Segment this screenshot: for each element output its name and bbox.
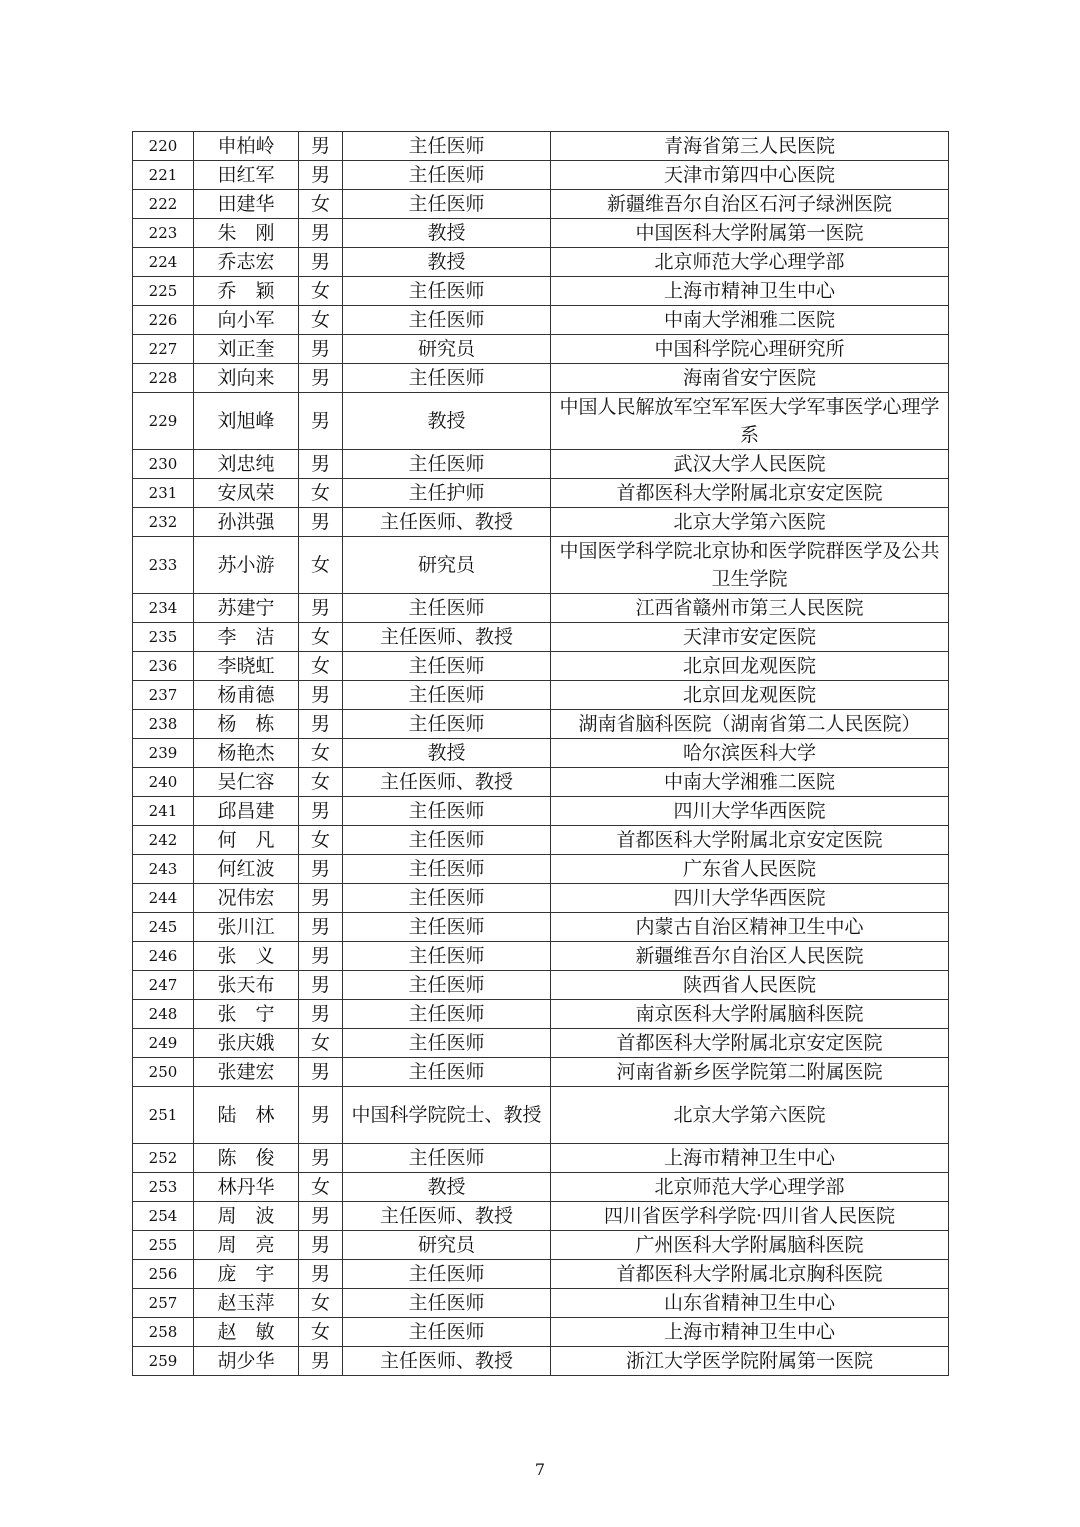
table-row — [133, 537, 949, 594]
row-title: 主任护师 — [343, 479, 551, 508]
table-row — [133, 364, 949, 393]
row-gender: 女 — [299, 1289, 343, 1318]
row-institution: 上海市精神卫生中心 — [551, 1144, 949, 1173]
row-gender: 男 — [299, 1144, 343, 1173]
row-name: 张建宏 — [194, 1058, 299, 1087]
row-number: 251 — [133, 1087, 194, 1144]
row-name: 杨艳杰 — [194, 739, 299, 768]
row-title: 教授 — [343, 1173, 551, 1202]
row-gender: 女 — [299, 739, 343, 768]
row-title: 主任医师 — [343, 594, 551, 623]
row-title: 主任医师 — [343, 1058, 551, 1087]
row-number: 221 — [133, 161, 194, 190]
table-row — [133, 1087, 949, 1144]
row-institution: 北京回龙观医院 — [551, 652, 949, 681]
table-row — [133, 393, 949, 450]
row-number: 225 — [133, 277, 194, 306]
row-title: 主任医师 — [343, 681, 551, 710]
row-title: 主任医师 — [343, 364, 551, 393]
row-title: 教授 — [343, 248, 551, 277]
row-number: 252 — [133, 1144, 194, 1173]
row-number: 244 — [133, 884, 194, 913]
row-gender: 男 — [299, 797, 343, 826]
row-institution: 北京大学第六医院 — [551, 1087, 949, 1144]
row-name: 周 亮 — [194, 1231, 299, 1260]
row-name: 申柏岭 — [194, 132, 299, 161]
row-number: 250 — [133, 1058, 194, 1087]
row-institution: 哈尔滨医科大学 — [551, 739, 949, 768]
row-title: 主任医师 — [343, 710, 551, 739]
row-number: 230 — [133, 450, 194, 479]
row-name: 田红军 — [194, 161, 299, 190]
row-title: 主任医师 — [343, 855, 551, 884]
row-number: 236 — [133, 652, 194, 681]
row-number: 248 — [133, 1000, 194, 1029]
table-row — [133, 652, 949, 681]
row-name: 李晓虹 — [194, 652, 299, 681]
row-title: 主任医师、教授 — [343, 768, 551, 797]
row-gender: 女 — [299, 623, 343, 652]
row-gender: 男 — [299, 1058, 343, 1087]
table-row — [133, 855, 949, 884]
row-gender: 女 — [299, 1029, 343, 1058]
row-institution: 海南省安宁医院 — [551, 364, 949, 393]
row-number: 238 — [133, 710, 194, 739]
row-gender: 女 — [299, 652, 343, 681]
table-row — [133, 1144, 949, 1173]
row-institution: 广州医科大学附属脑科医院 — [551, 1231, 949, 1260]
row-title: 主任医师、教授 — [343, 1347, 551, 1376]
row-title: 教授 — [343, 393, 551, 450]
row-title: 主任医师 — [343, 161, 551, 190]
row-institution: 武汉大学人民医院 — [551, 450, 949, 479]
row-gender: 男 — [299, 971, 343, 1000]
row-gender: 男 — [299, 1347, 343, 1376]
row-gender: 男 — [299, 594, 343, 623]
row-number: 231 — [133, 479, 194, 508]
row-institution: 中南大学湘雅二医院 — [551, 768, 949, 797]
row-institution: 中南大学湘雅二医院 — [551, 306, 949, 335]
row-title: 主任医师 — [343, 306, 551, 335]
row-number: 245 — [133, 913, 194, 942]
row-name: 邱昌建 — [194, 797, 299, 826]
row-institution: 天津市第四中心医院 — [551, 161, 949, 190]
row-gender: 男 — [299, 219, 343, 248]
row-gender: 男 — [299, 335, 343, 364]
table-row — [133, 623, 949, 652]
row-title: 中国科学院院士、教授 — [343, 1087, 551, 1144]
table-row — [133, 335, 949, 364]
row-name: 周 波 — [194, 1202, 299, 1231]
row-title: 主任医师 — [343, 1029, 551, 1058]
row-institution: 中国人民解放军空军军医大学军事医学心理学系 — [551, 393, 949, 450]
table-row — [133, 1231, 949, 1260]
table-row — [133, 161, 949, 190]
row-title: 研究员 — [343, 335, 551, 364]
row-title: 主任医师 — [343, 826, 551, 855]
row-title: 主任医师 — [343, 971, 551, 1000]
row-gender: 女 — [299, 826, 343, 855]
row-institution: 上海市精神卫生中心 — [551, 1318, 949, 1347]
row-name: 杨 栋 — [194, 710, 299, 739]
row-gender: 男 — [299, 884, 343, 913]
row-gender: 男 — [299, 1087, 343, 1144]
table-row — [133, 132, 949, 161]
row-title: 主任医师、教授 — [343, 508, 551, 537]
row-title: 主任医师 — [343, 132, 551, 161]
row-institution: 首都医科大学附属北京胸科医院 — [551, 1260, 949, 1289]
row-title: 主任医师 — [343, 884, 551, 913]
row-name: 张天布 — [194, 971, 299, 1000]
row-gender: 男 — [299, 132, 343, 161]
row-name: 刘正奎 — [194, 335, 299, 364]
row-name: 赵 敏 — [194, 1318, 299, 1347]
table-row — [133, 971, 949, 1000]
row-title: 主任医师 — [343, 277, 551, 306]
row-gender: 男 — [299, 681, 343, 710]
table-row — [133, 306, 949, 335]
row-name: 田建华 — [194, 190, 299, 219]
table-row — [133, 479, 949, 508]
row-title: 研究员 — [343, 537, 551, 594]
row-gender: 女 — [299, 479, 343, 508]
row-institution: 新疆维吾尔自治区石河子绿洲医院 — [551, 190, 949, 219]
row-name: 吴仁容 — [194, 768, 299, 797]
row-institution: 南京医科大学附属脑科医院 — [551, 1000, 949, 1029]
row-name: 刘向来 — [194, 364, 299, 393]
row-title: 主任医师 — [343, 1318, 551, 1347]
row-number: 220 — [133, 132, 194, 161]
row-gender: 男 — [299, 393, 343, 450]
row-institution: 山东省精神卫生中心 — [551, 1289, 949, 1318]
table-row — [133, 1260, 949, 1289]
row-title: 主任医师 — [343, 1289, 551, 1318]
row-institution: 内蒙古自治区精神卫生中心 — [551, 913, 949, 942]
row-number: 226 — [133, 306, 194, 335]
row-gender: 男 — [299, 942, 343, 971]
row-title: 教授 — [343, 219, 551, 248]
row-title: 主任医师 — [343, 942, 551, 971]
row-gender: 男 — [299, 913, 343, 942]
row-institution: 北京师范大学心理学部 — [551, 1173, 949, 1202]
table-row — [133, 1029, 949, 1058]
row-number: 241 — [133, 797, 194, 826]
row-number: 233 — [133, 537, 194, 594]
row-gender: 女 — [299, 277, 343, 306]
row-name: 乔志宏 — [194, 248, 299, 277]
row-name: 何 凡 — [194, 826, 299, 855]
row-title: 教授 — [343, 739, 551, 768]
table-row — [133, 1318, 949, 1347]
row-institution: 中国医学科学院北京协和医学院群医学及公共卫生学院 — [551, 537, 949, 594]
row-title: 主任医师 — [343, 1260, 551, 1289]
table-row — [133, 450, 949, 479]
table-row — [133, 1289, 949, 1318]
row-number: 246 — [133, 942, 194, 971]
row-institution: 首都医科大学附属北京安定医院 — [551, 1029, 949, 1058]
row-number: 257 — [133, 1289, 194, 1318]
row-gender: 女 — [299, 1318, 343, 1347]
table-row — [133, 594, 949, 623]
row-gender: 男 — [299, 450, 343, 479]
row-name: 向小军 — [194, 306, 299, 335]
roster-body — [133, 132, 949, 1376]
row-name: 庞 宇 — [194, 1260, 299, 1289]
row-title: 主任医师 — [343, 652, 551, 681]
table-row — [133, 1000, 949, 1029]
table-row — [133, 884, 949, 913]
row-gender: 女 — [299, 306, 343, 335]
row-name: 赵玉萍 — [194, 1289, 299, 1318]
row-number: 232 — [133, 508, 194, 537]
row-institution: 江西省赣州市第三人民医院 — [551, 594, 949, 623]
row-title: 主任医师 — [343, 1000, 551, 1029]
row-name: 胡少华 — [194, 1347, 299, 1376]
row-gender: 女 — [299, 1173, 343, 1202]
row-number: 255 — [133, 1231, 194, 1260]
table-row — [133, 190, 949, 219]
row-name: 张川江 — [194, 913, 299, 942]
table-row — [133, 739, 949, 768]
row-title: 主任医师 — [343, 797, 551, 826]
row-number: 239 — [133, 739, 194, 768]
row-number: 242 — [133, 826, 194, 855]
row-name: 杨甫德 — [194, 681, 299, 710]
row-institution: 首都医科大学附属北京安定医院 — [551, 826, 949, 855]
table-row — [133, 942, 949, 971]
row-name: 孙洪强 — [194, 508, 299, 537]
row-name: 张 宁 — [194, 1000, 299, 1029]
row-gender: 男 — [299, 710, 343, 739]
row-institution: 中国科学院心理研究所 — [551, 335, 949, 364]
row-number: 243 — [133, 855, 194, 884]
row-institution: 河南省新乡医学院第二附属医院 — [551, 1058, 949, 1087]
table-row — [133, 913, 949, 942]
row-title: 主任医师 — [343, 450, 551, 479]
row-gender: 男 — [299, 364, 343, 393]
table-row — [133, 248, 949, 277]
row-name: 何红波 — [194, 855, 299, 884]
row-number: 237 — [133, 681, 194, 710]
row-gender: 男 — [299, 248, 343, 277]
row-number: 259 — [133, 1347, 194, 1376]
row-institution: 浙江大学医学院附属第一医院 — [551, 1347, 949, 1376]
row-title: 主任医师 — [343, 1144, 551, 1173]
row-gender: 男 — [299, 1231, 343, 1260]
row-name: 苏建宁 — [194, 594, 299, 623]
row-number: 223 — [133, 219, 194, 248]
row-name: 苏小游 — [194, 537, 299, 594]
table-row — [133, 1347, 949, 1376]
row-name: 陈 俊 — [194, 1144, 299, 1173]
row-title: 主任医师、教授 — [343, 623, 551, 652]
row-number: 256 — [133, 1260, 194, 1289]
row-number: 240 — [133, 768, 194, 797]
table-row — [133, 1058, 949, 1087]
row-institution: 四川大学华西医院 — [551, 884, 949, 913]
row-number: 249 — [133, 1029, 194, 1058]
row-gender: 男 — [299, 1202, 343, 1231]
row-institution: 湖南省脑科医院（湖南省第二人民医院） — [551, 710, 949, 739]
table-row — [133, 797, 949, 826]
row-gender: 男 — [299, 855, 343, 884]
row-institution: 青海省第三人民医院 — [551, 132, 949, 161]
table-row — [133, 681, 949, 710]
row-institution: 新疆维吾尔自治区人民医院 — [551, 942, 949, 971]
row-name: 李 洁 — [194, 623, 299, 652]
row-number: 253 — [133, 1173, 194, 1202]
row-name: 刘忠纯 — [194, 450, 299, 479]
row-institution: 北京回龙观医院 — [551, 681, 949, 710]
row-gender: 女 — [299, 537, 343, 594]
row-institution: 中国医科大学附属第一医院 — [551, 219, 949, 248]
row-institution: 四川省医学科学院·四川省人民医院 — [551, 1202, 949, 1231]
row-name: 刘旭峰 — [194, 393, 299, 450]
row-number: 234 — [133, 594, 194, 623]
row-title: 主任医师 — [343, 913, 551, 942]
row-number: 235 — [133, 623, 194, 652]
page-number: 7 — [534, 1460, 546, 1479]
table-row — [133, 1173, 949, 1202]
row-gender: 女 — [299, 768, 343, 797]
row-institution: 广东省人民医院 — [551, 855, 949, 884]
row-name: 乔 颖 — [194, 277, 299, 306]
row-title: 主任医师、教授 — [343, 1202, 551, 1231]
row-name: 安凤荣 — [194, 479, 299, 508]
table-row — [133, 826, 949, 855]
row-gender: 男 — [299, 161, 343, 190]
row-institution: 首都医科大学附属北京安定医院 — [551, 479, 949, 508]
row-gender: 男 — [299, 1260, 343, 1289]
row-gender: 男 — [299, 1000, 343, 1029]
table-row — [133, 219, 949, 248]
row-name: 张 义 — [194, 942, 299, 971]
row-institution: 北京大学第六医院 — [551, 508, 949, 537]
expert-roster-table — [132, 131, 949, 1376]
row-number: 229 — [133, 393, 194, 450]
row-gender: 女 — [299, 190, 343, 219]
row-number: 247 — [133, 971, 194, 1000]
row-name: 况伟宏 — [194, 884, 299, 913]
row-name: 陆 林 — [194, 1087, 299, 1144]
row-number: 227 — [133, 335, 194, 364]
row-name: 朱 刚 — [194, 219, 299, 248]
table-row — [133, 1202, 949, 1231]
row-institution: 陕西省人民医院 — [551, 971, 949, 1000]
row-institution: 天津市安定医院 — [551, 623, 949, 652]
row-name: 林丹华 — [194, 1173, 299, 1202]
row-institution: 四川大学华西医院 — [551, 797, 949, 826]
row-title: 主任医师 — [343, 190, 551, 219]
row-number: 224 — [133, 248, 194, 277]
row-number: 222 — [133, 190, 194, 219]
row-number: 254 — [133, 1202, 194, 1231]
row-institution: 上海市精神卫生中心 — [551, 277, 949, 306]
row-name: 张庆娥 — [194, 1029, 299, 1058]
row-gender: 男 — [299, 508, 343, 537]
table-row — [133, 710, 949, 739]
row-institution: 北京师范大学心理学部 — [551, 248, 949, 277]
row-title: 研究员 — [343, 1231, 551, 1260]
table-row — [133, 508, 949, 537]
row-number: 258 — [133, 1318, 194, 1347]
row-number: 228 — [133, 364, 194, 393]
table-row — [133, 277, 949, 306]
table-row — [133, 768, 949, 797]
